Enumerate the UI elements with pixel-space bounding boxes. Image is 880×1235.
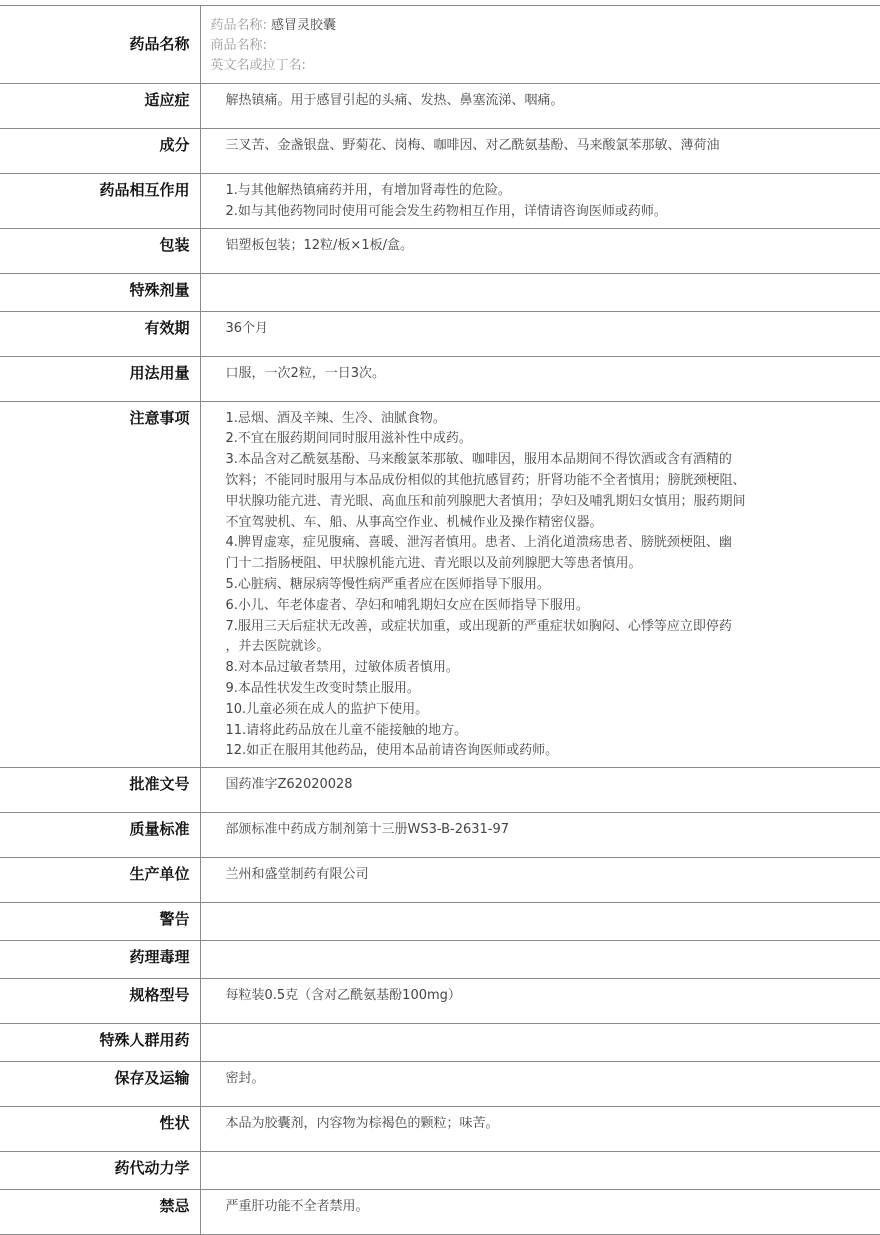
precaution-line: 9.本品性状发生改变时禁止服用。 xyxy=(225,680,420,696)
row-special-population xyxy=(0,1024,880,1062)
common-name: 感冒灵胶囊 xyxy=(271,18,337,33)
precaution-line: 1.忌烟、酒及辛辣、生冷、油腻食物。 xyxy=(225,410,446,426)
interaction-line: 2.如与其他药物同时使用可能会发生药物相互作用，详情请咨询医师或药师。 xyxy=(225,203,667,219)
english-name-key: 英文名或拉丁名: xyxy=(210,58,306,73)
ingredients-value: 三叉苦、金盏银盘、野菊花、岗梅、咖啡因、对乙酰氨基酚、马来酸氯苯那敏、薄荷油 xyxy=(200,129,880,174)
row-manufacturer xyxy=(0,858,880,903)
precaution-line: 2.不宜在服药期间同时服用滋补性中成药。 xyxy=(225,431,472,447)
common-name-line xyxy=(211,16,791,36)
pharmacokinetics-value xyxy=(200,1152,880,1190)
package-value: 铝塑板包装；12粒/板×1板/盒。 xyxy=(200,228,880,273)
precaution-line: 5.心脏病、糖尿病等慢性病严重者应在医师指导下服用。 xyxy=(225,576,550,592)
warning-value xyxy=(200,903,880,941)
row-pharmacokinetics xyxy=(0,1152,880,1190)
package-label: 包装 xyxy=(0,228,200,273)
specification-label: 规格型号 xyxy=(0,979,200,1024)
trade-name-key: 商品名称: xyxy=(210,38,267,53)
row-description xyxy=(0,1107,880,1152)
indication-value: 解热镇痛。用于感冒引起的头痛、发热、鼻塞流涕、咽痛。 xyxy=(200,84,880,129)
precaution-line: ，并去医院就诊。 xyxy=(225,639,330,655)
precaution-line: 4.脾胃虚寒，症见腹痛、喜暖、泄泻者慎用。患者、上消化道溃疡患者、膀胱颈梗阻、幽 xyxy=(225,535,732,551)
description-value: 本品为胶囊剂，内容物为棕褐色的颗粒；味苦。 xyxy=(200,1107,880,1152)
precaution-line: 门十二指肠梗阻、甲状腺机能亢进、青光眼以及前列腺肥大等患者慎用。 xyxy=(225,556,642,572)
warning-label: 警告 xyxy=(0,903,200,941)
description-label: 性状 xyxy=(0,1107,200,1152)
manufacturer-value: 兰州和盛堂制药有限公司 xyxy=(200,858,880,903)
row-indication xyxy=(0,84,880,129)
row-toxicology xyxy=(0,941,880,979)
storage-value: 密封。 xyxy=(200,1062,880,1107)
validity-value: 36个月 xyxy=(200,311,880,356)
drug-name-label: 药品名称 xyxy=(0,6,200,84)
interaction-label: 药品相互作用 xyxy=(0,174,200,229)
validity-label: 有效期 xyxy=(0,311,200,356)
drug-spec-table xyxy=(0,5,880,1235)
row-storage xyxy=(0,1062,880,1107)
precaution-line: 10.儿童必须在成人的监护下使用。 xyxy=(225,701,429,717)
drug-spec-sheet xyxy=(0,5,880,1235)
usage-label: 用法用量 xyxy=(0,356,200,401)
row-approval xyxy=(0,768,880,813)
precaution-line: 3.本品含对乙酰氨基酚、马来酸氯苯那敏、咖啡因，服用本品期间不得饮酒或含有酒精的 xyxy=(225,452,732,468)
row-ingredients xyxy=(0,129,880,174)
ingredients-label: 成分 xyxy=(0,129,200,174)
indication-label: 适应症 xyxy=(0,84,200,129)
standard-label: 质量标准 xyxy=(0,813,200,858)
precaution-line: 11.请将此药品放在儿童不能接触的地方。 xyxy=(225,722,468,738)
toxicology-label: 药理毒理 xyxy=(0,941,200,979)
special-dosage-label: 特殊剂量 xyxy=(0,273,200,311)
storage-label: 保存及运输 xyxy=(0,1062,200,1107)
precautions-label: 注意事项 xyxy=(0,401,200,768)
common-name-key: 药品名称: xyxy=(210,18,267,33)
special-population-label: 特殊人群用药 xyxy=(0,1024,200,1062)
usage-value: 口服，一次2粒，一日3次。 xyxy=(200,356,880,401)
interaction-value xyxy=(200,174,880,229)
row-package xyxy=(0,228,880,273)
precaution-line: 甲状腺功能亢进、青光眼、高血压和前列腺肥大者慎用；孕妇及哺乳期妇女慎用；服药期间 xyxy=(225,493,746,509)
approval-label: 批准文号 xyxy=(0,768,200,813)
trade-name-line xyxy=(211,36,791,56)
precaution-line: 6.小儿、年老体虚者、孕妇和哺乳期妇女应在医师指导下服用。 xyxy=(225,597,589,613)
contraindication-value: 严重肝功能不全者禁用。 xyxy=(200,1190,880,1235)
special-dosage-value xyxy=(200,273,880,311)
contraindication-label: 禁忌 xyxy=(0,1190,200,1235)
row-standard xyxy=(0,813,880,858)
approval-value: 国药准字Z62020028 xyxy=(200,768,880,813)
toxicology-value xyxy=(200,941,880,979)
row-specification xyxy=(0,979,880,1024)
interaction-line: 1.与其他解热镇痛药并用，有增加肾毒性的危险。 xyxy=(225,183,511,198)
row-warning xyxy=(0,903,880,941)
manufacturer-label: 生产单位 xyxy=(0,858,200,903)
english-name-line xyxy=(211,56,791,76)
precaution-line: 7.服用三天后症状无改善，或症状加重，或出现新的严重症状如胸闷、心悸等应立即停药 xyxy=(225,618,732,634)
special-population-value xyxy=(200,1024,880,1062)
row-special-dosage xyxy=(0,273,880,311)
row-precautions xyxy=(0,401,880,768)
precautions-value xyxy=(200,401,880,768)
drug-name-value xyxy=(200,6,880,84)
precaution-line: 饮料；不能同时服用与本品成份相似的其他抗感冒药；肝肾功能不全者慎用；膀胱颈梗阻、 xyxy=(225,472,746,488)
precaution-line: 不宜驾驶机、车、船、从事高空作业、机械作业及操作精密仪器。 xyxy=(225,514,603,530)
row-validity xyxy=(0,311,880,356)
row-usage xyxy=(0,356,880,401)
standard-value: 部颁标准中药成方制剂第十三册WS3-B-2631-97 xyxy=(200,813,880,858)
row-interaction xyxy=(0,174,880,229)
row-drug-name xyxy=(0,6,880,84)
row-contraindication xyxy=(0,1190,880,1235)
precaution-line: 8.对本品过敏者禁用，过敏体质者慎用。 xyxy=(225,660,459,676)
specification-value: 每粒装0.5克（含对乙酰氨基酚100mg） xyxy=(200,979,880,1024)
pharmacokinetics-label: 药代动力学 xyxy=(0,1152,200,1190)
precaution-line: 12.如正在服用其他药品，使用本品前请咨询医师或药师。 xyxy=(225,743,559,759)
